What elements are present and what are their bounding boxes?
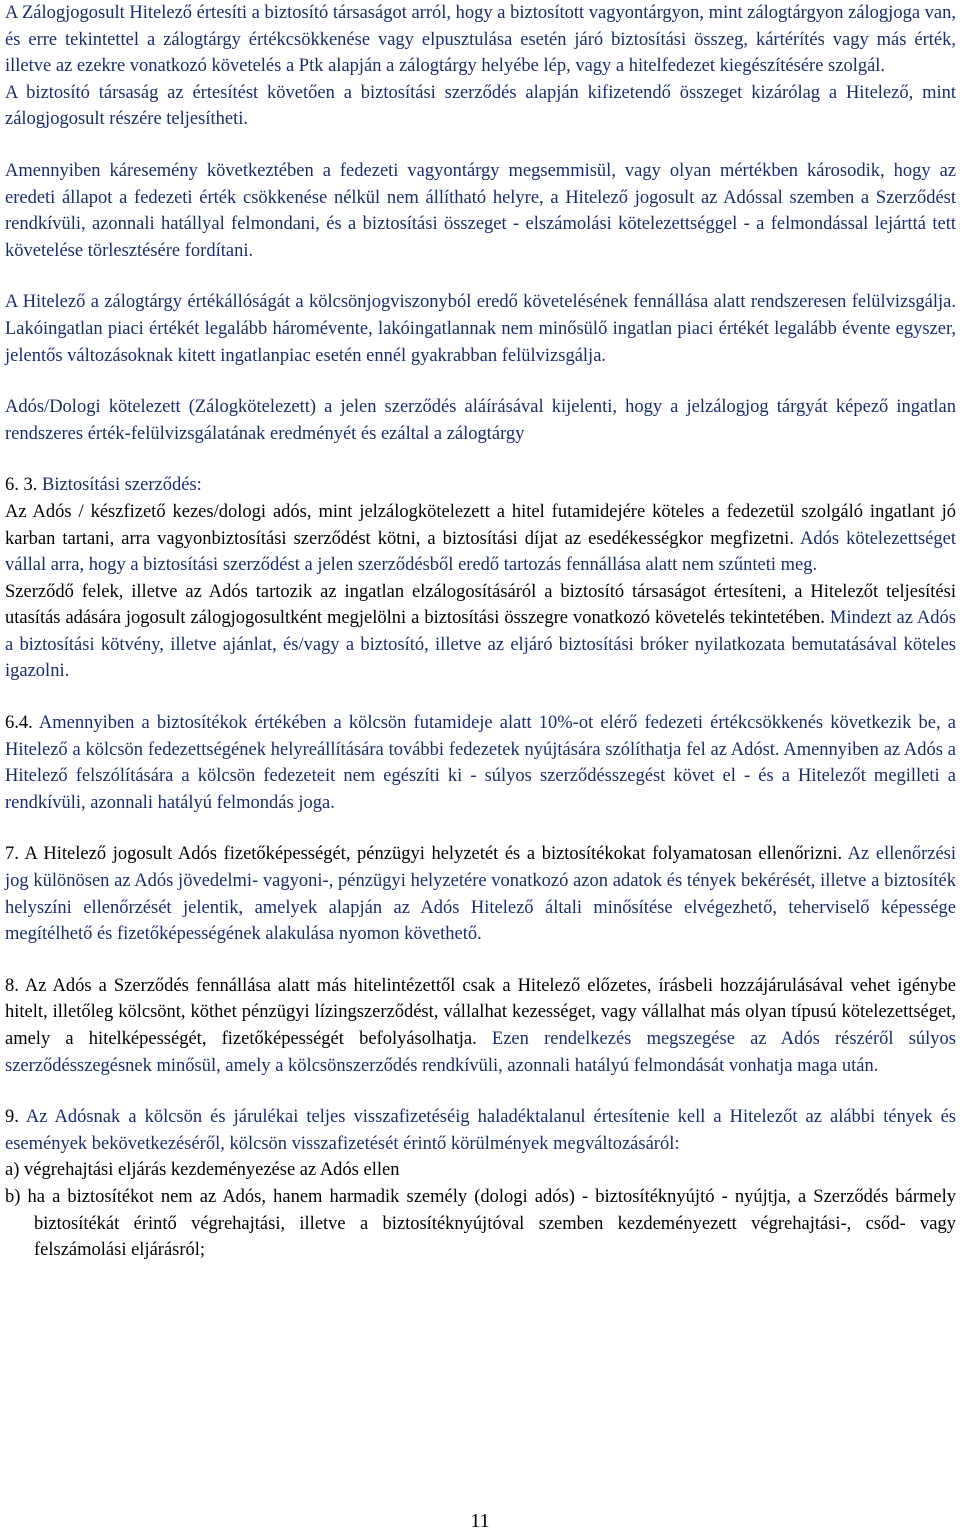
section-8: 8. Az Adós a Szerződés fennállása alatt más hitelintézettől csak a Hitelező előzetes, írásbeli hozzájárulásával vehet igénybe hitelt, illetőleg kölcsönt, köthet pénzügyi lízingszerződést, vállalhat kezességet, vagy vállalhat más olyan típusú kötelezettséget, amely a hitelképességét, fizetőképességét befolyásolhatja. Ezen rendelkezés megszegése az Adós részéről súlyos szerződésszegésnek minősül, amely a kölcsönszerződés rendkívüli, azonnali hatályú felmondását vonhatja maga után. [5,975,956,1076]
paragraph-insurer-payment: A biztosító társaság az értesítést követően a biztosítási szerződés alapján kifizetendő összeget kizárólag a Hitelező, mint zálogjogosult részére teljesítheti. [5,82,956,130]
section-title: Biztosítási szerződés: [37,475,202,496]
list-item-b: b) ha a biztosítékot nem az Adós, hanem harmadik személy (dologi adós) - biztosítéknyújtó - nyújtja, a Szerződés bármely biztosítékát érintő végrehajtási, illetve a biztosítéknyújtóval szemben kezdeményezett végrehajtási-, csőd- vagy felszámolási eljárásról; [5,1186,956,1261]
list-item-a: a) végrehajtási eljárás kezdeményezése az Adós ellen [5,1160,400,1181]
section-number: 8. [5,975,19,996]
section-heading-6-3 [5,472,956,499]
page-number: 11 [470,1510,490,1532]
section-number: 6.4. [5,713,33,734]
paragraph-insurer-notify-parties: Szerződő felek, illetve az Adós tartozik az ingatlan elzálogosításáról a biztosító társaságot értesíteni, a Hitelezőt teljesítési utasítás adására jogosult zálogjogosultként megjelölni a biztosítási összegre vonatkozó követelés tekintetében. Mindezt az Adós a biztosítási kötvény, illetve ajánlat, és/vagy a biztosító, illetve az eljáró biztosítási bróker nyilatkozata bemutatásával köteles igazolni. [5,581,956,682]
section-6-4: 6.4. Amennyiben a biztosítékok értékében a kölcsön futamideje alatt 10%-ot elérő fedezeti értékcsökkenés következik be, a Hitelező a kölcsön fedezettségének helyreállítására további fedezetek nyújtására szólíthatja fel az Adóst. Amennyiben az Adós a Hitelező felszólítására a kölcsön fedezeteit nem egészíti ki - súlyos szerződésszegést követ el - és a Hitelezőt megilleti a rendkívüli, azonnali hatályú felmondás joga. [5,713,957,813]
section-9: 9. Az Adósnak a kölcsön és járulékai teljes visszafizetéséig haladéktalanul értesítenie kell a Hitelezőt az alábbi tények és események bekövetkezéséről, kölcsön visszafizetését érintő körülmények megváltozásáról: [5,1107,956,1154]
paragraph-debtor-declaration: Adós/Dologi kötelezett (Zálogkötelezett) a jelen szerződés aláírásával kijelenti, hogy a jelzálogjog tárgyát képező ingatlan rendszeres érték-felülvizsgálatának eredményét és ezáltal a zálogtárgy [5,397,956,444]
paragraph-value-review: A Hitelező a zálogtárgy értékállóságát a kölcsönjogviszonyból eredő követelésének fennállása alatt rendszeresen felülvizsgálja. Lakóingatlan piaci értékét legalább háromévente, lakóingatlannak nem minősülő ingatlan piaci értékét legalább évente egyszer, jelentős változásoknak kitett ingatlanpiac esetén ennél gyakrabban felülvizsgálja. [5,292,956,366]
section-number: 7. [5,844,19,865]
section-number: 6. 3. [5,475,38,496]
paragraph-damage-termination: Amennyiben káresemény következtében a fedezeti vagyontárgy megsemmisül, vagy olyan mértékben károsodik, hogy az eredeti állapot a fedezeti érték csökkenése nélkül nem állítható helyre, a Hitelező jogosult az Adóssal szemben a Szerződést rendkívüli, azonnali hatállyal felmondani, és a biztosítási összeget - elszámolási kötelezettséggel - a felmondással lejárttá tett követelése törlesztésére fordítani. [5,160,956,261]
section-7: 7. A Hitelező jogosult Adós fizetőképességét, pénzügyi helyzetét és a biztosítékokat folyamatosan ellenőrizni. Az ellenőrzési jog különösen az Adós jövedelmi- vagyoni-, pénzügyi helyzetére vonatkozó azon adatok és tények bekérését, illetve a biztosíték helyszíni ellenőrzését jelentik, amelyek alapján az Adós Hitelező általi minősítése elvégezhető, teherviselő képessége megítélhető és fizetőképességének alakulása nyomon követhető. [5,844,956,945]
section-number: 9. [5,1107,19,1128]
paragraph-insurer-notification: A Zálogjogosult Hitelező értesíti a biztosító társaságot arról, hogy a biztosított vagyontárgyon, mint zálogtárgyon zálogjoga van, és erre tekintettel a zálogtárgy értékcsökkenése vagy elpusztulása esetén járó biztosítási összeg, kártérítés vagy más érték, illetve az ezekre vonatkozó követelés a Ptk alapján a zálogtárgy helyébe lép, vagy a hitelfedezet kiegészítésére szolgál. [5,3,956,77]
paragraph-insurance-contract: Az Adós / készfizető kezes/dologi adós, mint jelzálogkötelezett a hitel futamidejére köteles a fedezetül szolgáló ingatlant jó karban tartani, arra vagyonbiztosítási szerződést kötni, a biztosítási díjat az esedékességkor megfizetni. Adós kötelezettséget vállal arra, hogy a biztosítási szerződést a jelen szerződésből eredő tartozás fennállása alatt nem szűnteti meg. [5,501,956,576]
